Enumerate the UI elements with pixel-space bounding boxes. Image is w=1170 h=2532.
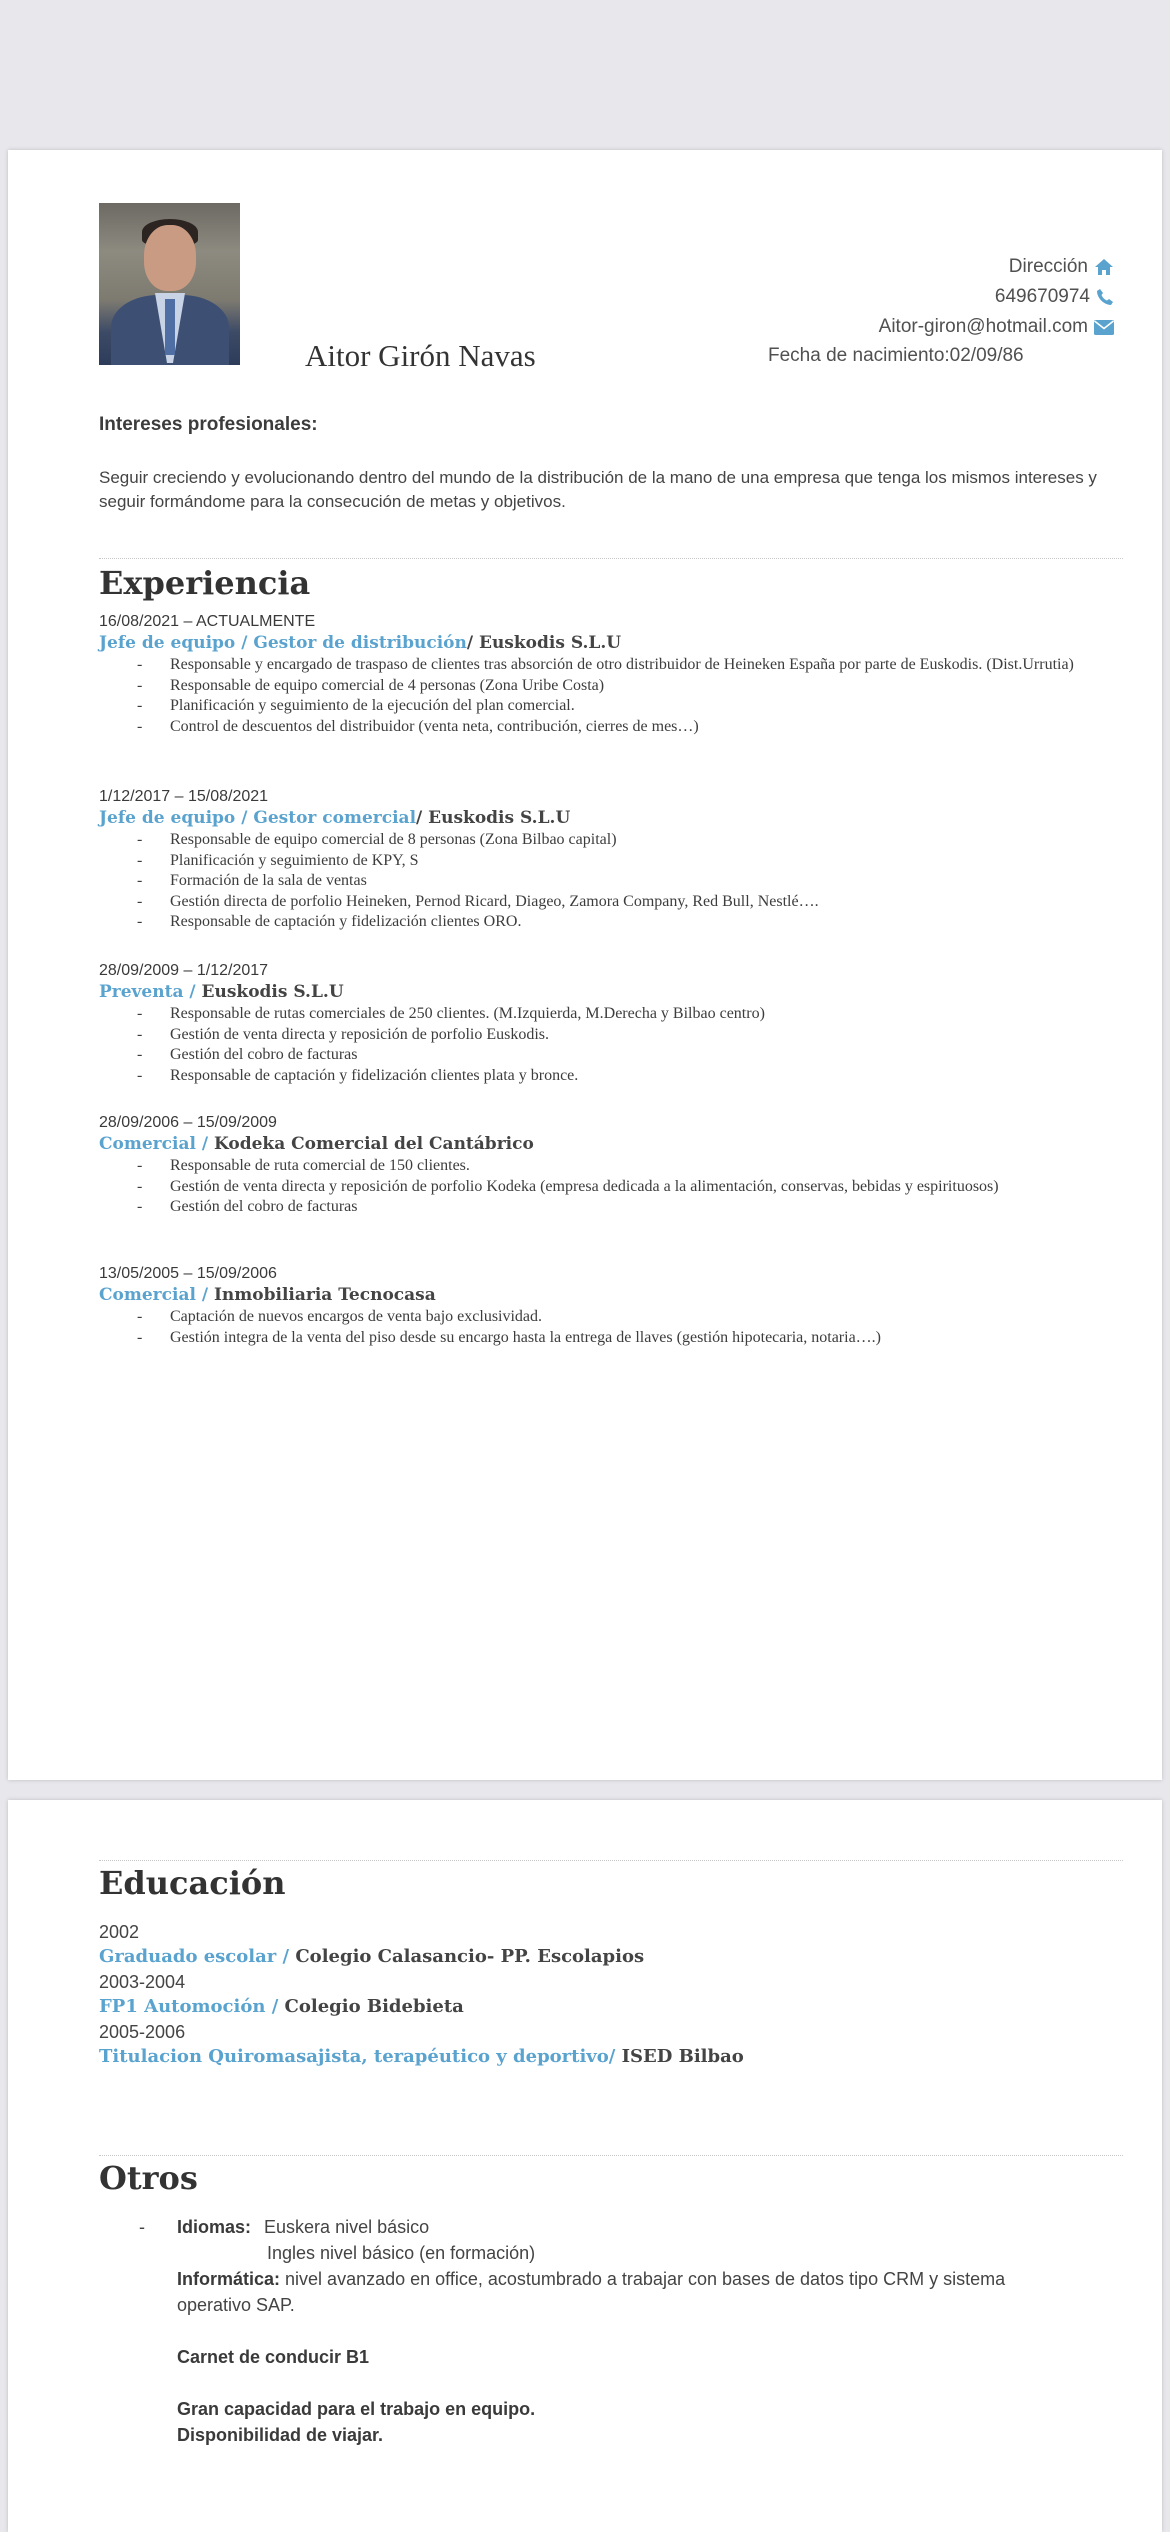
- intereses-text: Seguir creciendo y evolucionando dentro del mundo de la distribución de la mano de una empresa que tenga los mismos intereses y seguir formándome para la consecución de metas y objetivos.: [99, 468, 1097, 511]
- task-item: - Captación de nuevos encargos de venta bajo exclusividad.: [99, 1307, 1129, 1328]
- cv-page-1: [8, 150, 1162, 1780]
- idioma-2: Ingles nivel básico (en formación): [267, 2243, 536, 2263]
- idioma-1: Euskera nivel básico: [264, 2217, 430, 2237]
- task-item: - Responsable y encargado de traspaso de clientes tras absorción de otro distribuidor de Heineken España por parte de Euskodis. (Dist.Urrutia): [99, 655, 1129, 676]
- job-company: / Euskodis S.L.U: [416, 808, 571, 828]
- home-icon: [1094, 258, 1114, 276]
- job-role: [99, 807, 1129, 830]
- cv-page-2: [8, 1800, 1162, 2532]
- education-list: [99, 1920, 1129, 2070]
- contact-email: [879, 316, 1114, 338]
- full-name: Aitor Girón Navas: [305, 338, 536, 373]
- job-title: Jefe de equipo / Gestor de distribución: [99, 633, 467, 653]
- divider: [99, 2155, 1123, 2156]
- edu-entry: [99, 1944, 1129, 1970]
- task-item: - Responsable de captación y fidelización clientes plata y bronce.: [99, 1066, 1129, 1087]
- job-title: Preventa /: [99, 982, 196, 1002]
- divider: [99, 558, 1123, 559]
- disponibilidad-viajar: Disponibilidad de viajar.: [177, 2425, 384, 2445]
- job-role: [99, 1133, 1129, 1156]
- task-list: [99, 655, 1129, 737]
- informatica-label: Informática:: [177, 2269, 281, 2289]
- task-item: - Responsable de captación y fidelización clientes ORO.: [99, 912, 1129, 933]
- task-item: - Gestión de venta directa y reposición de porfolio Euskodis.: [99, 1025, 1129, 1046]
- task-item: - Planificación y seguimiento de KPY, S: [99, 851, 1129, 872]
- intereses-title: Intereses profesionales:: [99, 414, 318, 435]
- contact-phone: [995, 286, 1114, 308]
- job-title: Comercial /: [99, 1134, 209, 1154]
- job-date: 13/05/2005 – 15/09/2006: [99, 1265, 277, 1282]
- task-item: - Gestión de venta directa y reposición de porfolio Kodeka (empresa dedicada a la alimentación, conservas, bebidas y espirituosos): [99, 1177, 1129, 1198]
- task-item: - Responsable de rutas comerciales de 250 clientes. (M.Izquierda, M.Derecha y Bilbao centro): [99, 1004, 1129, 1025]
- task-list: [99, 1307, 1129, 1348]
- educacion-heading: Educación: [99, 1864, 286, 1902]
- edu-year: 2003-2004: [99, 1972, 186, 1992]
- address-label: Dirección: [1008, 256, 1088, 277]
- bullet-dash: -: [139, 2217, 145, 2237]
- job-role: [99, 1284, 1129, 1307]
- trabajo-equipo: Gran capacidad para el trabajo en equipo.: [177, 2399, 536, 2419]
- job-company: / Euskodis S.L.U: [466, 633, 622, 653]
- edu-degree: Titulacion Quiromasajista, terapéutico y deportivo/: [99, 2046, 616, 2067]
- edu-entry: [99, 1994, 1129, 2020]
- task-item: - Gestión del cobro de facturas: [99, 1197, 1129, 1218]
- task-list: [99, 1156, 1129, 1218]
- task-item: - Responsable de equipo comercial de 4 personas (Zona Uribe Costa): [99, 676, 1129, 697]
- edu-degree: FP1 Automoción /: [99, 1996, 279, 2017]
- task-item: - Planificación y seguimiento de la ejecución del plan comercial.: [99, 696, 1129, 717]
- informatica-row: [99, 2266, 1077, 2318]
- task-list: [99, 1004, 1129, 1086]
- job-title: Comercial /: [99, 1285, 209, 1305]
- otros-content: [99, 2214, 1129, 2448]
- job-entry: [99, 1264, 1129, 1348]
- job-entry: [99, 787, 1129, 933]
- job-entry: [99, 1113, 1129, 1218]
- edu-year: 2002: [99, 1922, 140, 1942]
- task-item: - Control de descuentos del distribuidor (venta neta, contribución, cierres de mes…): [99, 717, 1129, 738]
- task-item: - Responsable de ruta comercial de 150 clientes.: [99, 1156, 1129, 1177]
- profile-photo: [99, 203, 240, 365]
- edu-degree: Graduado escolar /: [99, 1946, 290, 1967]
- job-company: Inmobiliaria Tecnocasa: [208, 1285, 436, 1305]
- job-company: Euskodis S.L.U: [195, 982, 344, 1002]
- job-date: 28/09/2009 – 1/12/2017: [99, 962, 269, 979]
- divider: [99, 1860, 1123, 1861]
- envelope-icon: [1094, 320, 1114, 335]
- job-company: Kodeka Comercial del Cantábrico: [208, 1134, 534, 1154]
- job-role: [99, 632, 1129, 655]
- carnet: Carnet de conducir B1: [177, 2347, 370, 2367]
- phone-icon: [1096, 288, 1114, 306]
- task-item: - Formación de la sala de ventas: [99, 871, 1129, 892]
- task-item: - Gestión directa de porfolio Heineken, Pernod Ricard, Diageo, Zamora Company, Red Bull, Nestlé….: [99, 892, 1129, 913]
- idiomas-label: Idiomas:: [177, 2217, 252, 2237]
- birth-date: Fecha de nacimiento:02/09/86: [768, 345, 1024, 366]
- experiencia-heading: Experiencia: [99, 564, 311, 602]
- task-item: - Gestión del cobro de facturas: [99, 1045, 1129, 1066]
- job-entry: [99, 612, 1129, 737]
- otros-heading: Otros: [99, 2159, 198, 2197]
- job-role: [99, 981, 1129, 1004]
- phone-number: 649670974: [994, 286, 1090, 307]
- email-address[interactable]: Aitor-giron@hotmail.com: [878, 316, 1088, 337]
- job-date: 16/08/2021 – ACTUALMENTE: [99, 613, 316, 630]
- edu-year: 2005-2006: [99, 2022, 186, 2042]
- edu-entry: [99, 2044, 1129, 2070]
- task-list: [99, 830, 1129, 933]
- edu-school: Colegio Bidebieta: [278, 1996, 464, 2017]
- job-entry: [99, 961, 1129, 1086]
- task-item: - Responsable de equipo comercial de 8 personas (Zona Bilbao capital): [99, 830, 1129, 851]
- informatica-text: nivel avanzado en office, acostumbrado a trabajar con bases de datos tipo CRM y sistema operativo SAP.: [177, 2269, 1006, 2315]
- job-title: Jefe de equipo / Gestor comercial: [99, 808, 417, 828]
- job-date: 1/12/2017 – 15/08/2021: [99, 788, 269, 805]
- task-item: - Gestión integra de la venta del piso desde su encargo hasta la entrega de llaves (gestión hipotecaria, notaria….): [99, 1328, 1129, 1349]
- edu-school: Colegio Calasancio- PP. Escolapios: [289, 1946, 645, 1967]
- idiomas-row: [99, 2214, 1129, 2240]
- job-date: 28/09/2006 – 15/09/2009: [99, 1114, 277, 1131]
- contact-address: [1009, 256, 1114, 278]
- edu-school: ISED Bilbao: [615, 2046, 744, 2067]
